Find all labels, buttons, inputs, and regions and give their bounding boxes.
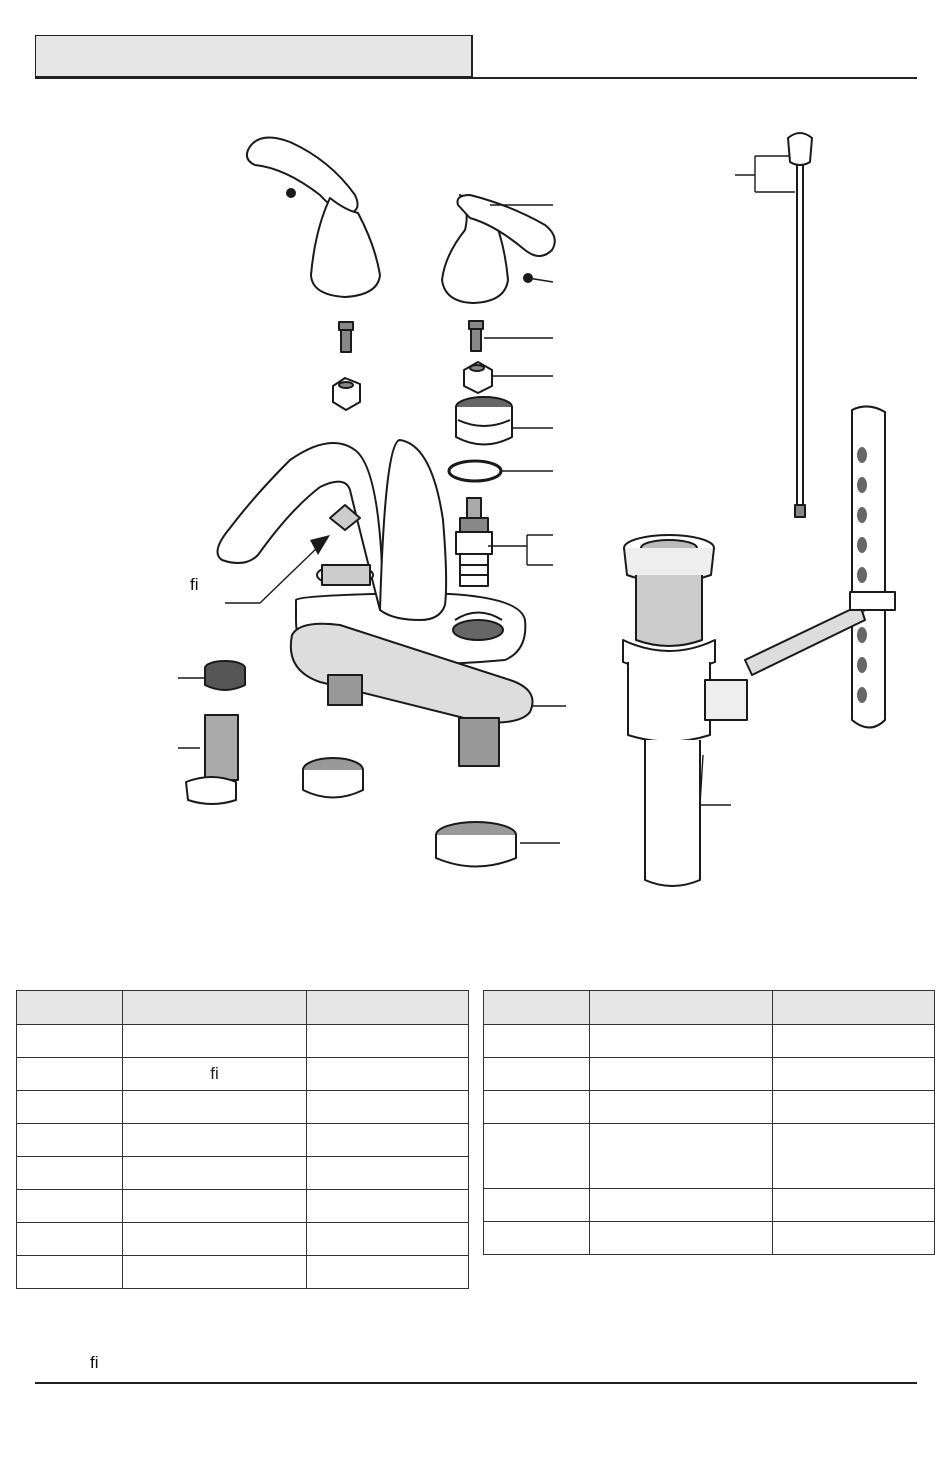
table-row bbox=[17, 1091, 469, 1124]
cell bbox=[773, 1091, 935, 1124]
cell bbox=[122, 1124, 307, 1157]
table-row bbox=[17, 1157, 469, 1190]
cell bbox=[589, 1222, 773, 1255]
cell bbox=[589, 1025, 773, 1058]
cell bbox=[773, 1124, 935, 1189]
cell bbox=[484, 1025, 590, 1058]
cell bbox=[484, 1222, 590, 1255]
header-cell bbox=[17, 991, 123, 1025]
cell bbox=[122, 1025, 307, 1058]
left-handle bbox=[247, 138, 380, 298]
cell bbox=[589, 1189, 773, 1222]
table-header-row bbox=[17, 991, 469, 1025]
cell bbox=[307, 1256, 469, 1289]
cell bbox=[122, 1223, 307, 1256]
table-header-row bbox=[484, 991, 935, 1025]
cell bbox=[17, 1058, 123, 1091]
cell bbox=[17, 1256, 123, 1289]
cell bbox=[17, 1190, 123, 1223]
lift-rod bbox=[788, 133, 812, 517]
table-row bbox=[484, 1189, 935, 1222]
right-nut bbox=[464, 362, 492, 393]
cell bbox=[307, 1058, 469, 1091]
table-row bbox=[17, 1190, 469, 1223]
cell bbox=[17, 1091, 123, 1124]
table-row bbox=[17, 1058, 469, 1091]
cell bbox=[17, 1124, 123, 1157]
cell bbox=[484, 1058, 590, 1091]
table-row bbox=[17, 1124, 469, 1157]
valve-cartridge bbox=[456, 498, 492, 586]
right-screw bbox=[469, 321, 483, 351]
cell bbox=[122, 1190, 307, 1223]
mounting-nut-right bbox=[436, 822, 516, 867]
flow-insert bbox=[186, 715, 238, 804]
cell bbox=[484, 1091, 590, 1124]
table-row bbox=[17, 1223, 469, 1256]
cell bbox=[122, 1091, 307, 1124]
footer-note: fi bbox=[90, 1353, 99, 1372]
cell bbox=[589, 1091, 773, 1124]
right-handle bbox=[442, 195, 555, 303]
table-row bbox=[484, 1124, 935, 1189]
table-row bbox=[17, 1025, 469, 1058]
table-row bbox=[484, 1222, 935, 1255]
table-row bbox=[484, 1091, 935, 1124]
cell bbox=[589, 1058, 773, 1091]
callout-ligature: fi bbox=[190, 575, 199, 594]
mounting-nut-left bbox=[303, 758, 363, 798]
cell bbox=[307, 1124, 469, 1157]
cell bbox=[307, 1025, 469, 1058]
cell: fi bbox=[122, 1058, 307, 1091]
cell bbox=[589, 1124, 773, 1189]
aerator bbox=[205, 661, 245, 690]
table-row bbox=[17, 1256, 469, 1289]
left-screw bbox=[339, 322, 353, 352]
pivot-strap bbox=[852, 406, 885, 727]
footer-rule bbox=[35, 1382, 917, 1384]
cell bbox=[17, 1223, 123, 1256]
left-nut bbox=[333, 378, 360, 410]
parts-table-left bbox=[16, 990, 469, 1289]
bonnet-nut bbox=[456, 397, 512, 445]
exploded-parts-diagram bbox=[0, 95, 950, 905]
cell bbox=[122, 1157, 307, 1190]
parts-table-right bbox=[483, 990, 935, 1255]
header-cell bbox=[122, 991, 307, 1025]
header-title-box bbox=[35, 35, 473, 77]
cell bbox=[17, 1157, 123, 1190]
cell bbox=[773, 1189, 935, 1222]
header-cell bbox=[484, 991, 590, 1025]
cell bbox=[307, 1223, 469, 1256]
drain-assembly bbox=[623, 535, 747, 886]
cell bbox=[773, 1025, 935, 1058]
cell bbox=[17, 1025, 123, 1058]
cell bbox=[307, 1190, 469, 1223]
cell bbox=[773, 1222, 935, 1255]
cell bbox=[307, 1091, 469, 1124]
header-cell bbox=[589, 991, 773, 1025]
cell bbox=[122, 1256, 307, 1289]
header-cell bbox=[773, 991, 935, 1025]
cell bbox=[773, 1058, 935, 1091]
cell bbox=[307, 1157, 469, 1190]
header-cell bbox=[307, 991, 469, 1025]
cell bbox=[484, 1124, 590, 1189]
o-ring bbox=[449, 461, 501, 481]
table-row bbox=[484, 1058, 935, 1091]
cell bbox=[484, 1189, 590, 1222]
header-rule bbox=[35, 77, 917, 79]
table-row bbox=[484, 1025, 935, 1058]
